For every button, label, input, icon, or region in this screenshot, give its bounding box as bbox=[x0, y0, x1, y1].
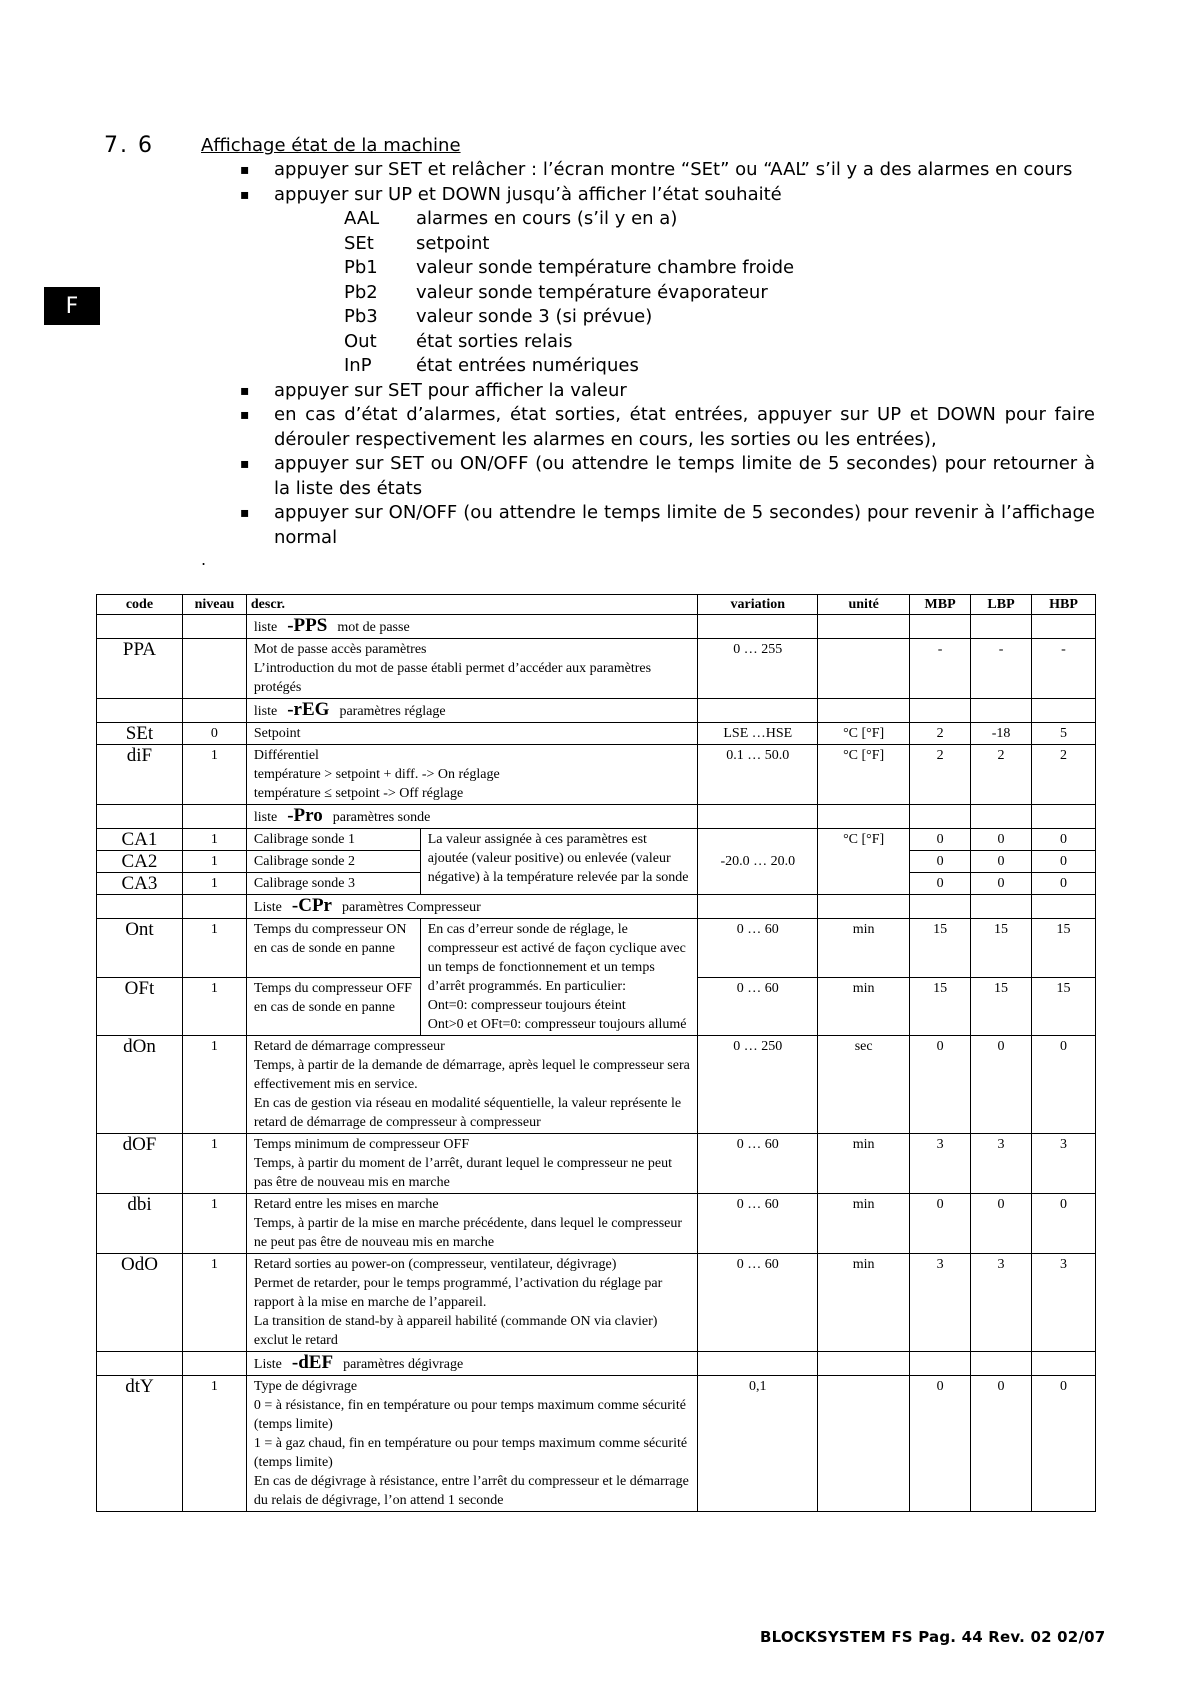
separator-dot: . bbox=[201, 550, 207, 569]
state-item bbox=[344, 232, 1095, 257]
state-desc: setpoint bbox=[416, 232, 490, 254]
list-heading: liste -PPS mot de passe bbox=[246, 615, 697, 639]
state-code: AAL bbox=[344, 208, 380, 229]
page-footer: BLOCKSYSTEM FS Pag. 44 Rev. 02 02/07 bbox=[760, 1628, 1106, 1646]
state-code: Out bbox=[344, 330, 377, 352]
header-descr: descr. bbox=[246, 595, 697, 615]
param-descr: Différentiel température > setpoint + diff. -> On réglage température ≤ setpoint -> Off réglage bbox=[246, 745, 697, 805]
param-code: OdO bbox=[97, 1254, 183, 1352]
param-descr: Calibrage sonde 1 bbox=[246, 829, 420, 851]
param-descr: Retard sorties au power-on (compresseur, ventilateur, dégivrage) Permet de retarder, pour le temps programmé, l’activation du réglage par rapport à la mise en marche de l’appareil. La transition de stand-by à appareil habilité (commande ON via clavier) exclut le retard bbox=[246, 1254, 697, 1352]
param-note: En cas d’erreur sonde de réglage, le compresseur est activé de façon cyclique avec un temps de fonctionnement et un temps d’arrêt programmés. En particulier: Ont=0: compresseur toujours éteint Ont>0 et OFt=0: compresseur toujours allumé bbox=[420, 919, 698, 1036]
param-code: diF bbox=[97, 745, 183, 805]
state-desc: valeur sonde 3 (si prévue) bbox=[416, 306, 653, 327]
param-code: Ont bbox=[97, 919, 183, 978]
state-code: Pb1 bbox=[344, 257, 378, 278]
state-code: SEt bbox=[344, 232, 374, 254]
header-mbp: MBP bbox=[910, 595, 971, 615]
list-heading-row bbox=[97, 1352, 1096, 1376]
table-row: CA2 1 Calibrage sonde 2 0 0 0 bbox=[97, 851, 1096, 873]
param-descr: Retard entre les mises en marche Temps, à partir de la mise en marche précédente, dans lequel le compresseur ne peut pas être de nouveau mis en marche bbox=[246, 1194, 697, 1254]
param-code: dbi bbox=[97, 1194, 183, 1254]
param-code: SEt bbox=[97, 723, 183, 745]
instruction-step: ▪ appuyer sur UP et DOWN jusqu’à afficher l’état souhaité bbox=[240, 183, 1095, 208]
state-desc: valeur sonde température chambre froide bbox=[416, 257, 795, 278]
param-code: dOF bbox=[97, 1134, 183, 1194]
state-desc: valeur sonde température évaporateur bbox=[416, 281, 768, 303]
table-row: diF 1 Différentiel température > setpoint + diff. -> On réglage température ≤ setpoint -> Off réglage 0.1 … 50.0 °C [°F] 2 2 2 bbox=[97, 745, 1096, 805]
state-item bbox=[344, 305, 1095, 330]
state-list bbox=[344, 207, 1095, 379]
state-item bbox=[344, 281, 1095, 306]
param-descr: Retard de démarrage compresseur Temps, à partir de la demande de démarrage, après lequel le compresseur sera effectivement mis en service. En cas de gestion via réseau en modalité séquentielle, la valeur représente le retard de démarrage de compresseur à compresseur bbox=[246, 1036, 697, 1134]
header-niveau: niveau bbox=[182, 595, 246, 615]
list-heading-row bbox=[97, 699, 1096, 723]
param-descr: Type de dégivrage 0 = à résistance, fin en température ou pour temps maximum comme sécurité (temps limite) 1 = à gaz chaud, fin en température ou pour temps maximum comme sécurité (temps limite) En cas de dégivrage à résistance, entre l’arrêt du compresseur et le démarrage du relais de dégivrage, l’on attend 1 seconde bbox=[246, 1376, 697, 1512]
table-row: CA3 1 Calibrage sonde 3 0 0 0 bbox=[97, 873, 1096, 895]
list-heading: liste -rEG paramètres réglage bbox=[246, 699, 697, 723]
state-desc: alarmes en cours (s’il y en a) bbox=[416, 208, 678, 229]
state-item bbox=[344, 354, 1095, 379]
table-row: PPA Mot de passe accès paramètres L’introduction du mot de passe établi permet d’accéder aux paramètres protégés 0 … 255 - - - bbox=[97, 639, 1096, 699]
header-code: code bbox=[97, 595, 183, 615]
state-code: InP bbox=[344, 355, 372, 376]
state-code: Pb3 bbox=[344, 306, 378, 327]
instruction-step: ▪ en cas d’état d’alarmes, état sorties, état entrées, appuyer sur UP et DOWN pour faire dérouler respectivement les alarmes en cours, les sorties ou les entrées), bbox=[240, 403, 1095, 452]
table-row: SEt 0 Setpoint LSE …HSE °C [°F] 2 -18 5 bbox=[97, 723, 1096, 745]
param-code: PPA bbox=[97, 639, 183, 699]
param-descr: Calibrage sonde 3 bbox=[246, 873, 420, 895]
section-number: 7. 6 bbox=[104, 133, 154, 158]
state-code: Pb2 bbox=[344, 281, 378, 303]
param-descr: Temps du compresseur ON en cas de sonde en panne bbox=[246, 919, 420, 978]
header-unite: unité bbox=[818, 595, 910, 615]
state-desc: état entrées numériques bbox=[416, 355, 639, 376]
list-heading: Liste -dEF paramètres dégivrage bbox=[246, 1352, 697, 1376]
parameter-table bbox=[96, 594, 1096, 1512]
list-heading-row bbox=[97, 805, 1096, 829]
param-descr: Mot de passe accès paramètres L’introduction du mot de passe établi permet d’accéder aux paramètres protégés bbox=[246, 639, 697, 699]
table-row: OdO 1 Retard sorties au power-on (compresseur, ventilateur, dégivrage) Permet de retarder, pour le temps programmé, l’activation du réglage par rapport à la mise en marche de l’appareil. La transition de stand-by à appareil habilité (commande ON via clavier) exclut le retard 0 … 60 min 3 3 3 bbox=[97, 1254, 1096, 1352]
table-row: CA1 1 Calibrage sonde 1 La valeur assignée à ces paramètres est ajoutée (valeur positive) ou enlevée (valeur négative) à la température relevée par la sonde -20.0 … 20.0 °C [°F] 0 0 0 bbox=[97, 829, 1096, 851]
param-note: La valeur assignée à ces paramètres est ajoutée (valeur positive) ou enlevée (valeur négative) à la température relevée par la sonde bbox=[420, 829, 698, 895]
param-code: CA1 bbox=[97, 829, 183, 851]
table-row: dOn 1 Retard de démarrage compresseur Temps, à partir de la demande de démarrage, après lequel le compresseur sera effectivement mis en service. En cas de gestion via réseau en modalité séquentielle, la valeur représente le retard de démarrage de compresseur à compresseur 0 … 250 sec 0 0 0 bbox=[97, 1036, 1096, 1134]
param-code: dtY bbox=[97, 1376, 183, 1512]
instructions bbox=[240, 158, 1095, 550]
param-code: dOn bbox=[97, 1036, 183, 1134]
list-heading: liste -Pro paramètres sonde bbox=[246, 805, 697, 829]
table-row: dbi 1 Retard entre les mises en marche Temps, à partir de la mise en marche précédente, dans lequel le compresseur ne peut pas être de nouveau mis en marche 0 … 60 min 0 0 0 bbox=[97, 1194, 1096, 1254]
table-row: Ont 1 Temps du compresseur ON en cas de sonde en panne En cas d’erreur sonde de réglage, le compresseur est activé de façon cyclique avec un temps de fonctionnement et un temps d’arrêt programmés. En particulier: Ont=0: compresseur toujours éteint Ont>0 et OFt=0: compresseur toujours allumé 0 … 60 min 15 15 15 bbox=[97, 919, 1096, 978]
param-descr: Calibrage sonde 2 bbox=[246, 851, 420, 873]
table-row: dOF 1 Temps minimum de compresseur OFF Temps, à partir du moment de l’arrêt, durant lequel le compresseur ne peut pas être de nouveau mis en marche 0 … 60 min 3 3 3 bbox=[97, 1134, 1096, 1194]
header-variation: variation bbox=[698, 595, 818, 615]
state-item bbox=[344, 256, 1095, 281]
instruction-step: ▪ appuyer sur ON/OFF (ou attendre le temps limite de 5 secondes) pour revenir à l’affichage normal bbox=[240, 501, 1095, 550]
header-hbp: HBP bbox=[1032, 595, 1096, 615]
param-code: CA3 bbox=[97, 873, 183, 895]
table-row: dtY 1 Type de dégivrage 0 = à résistance, fin en température ou pour temps maximum comme sécurité (temps limite) 1 = à gaz chaud, fin en température ou pour temps maximum comme sécurité (temps limite) En cas de dégivrage à résistance, entre l’arrêt du compresseur et le démarrage du relais de dégivrage, l’on attend 1 seconde 0,1 0 0 0 bbox=[97, 1376, 1096, 1512]
instruction-step: ▪ appuyer sur SET et relâcher : l’écran montre “SEt” ou “AAL” s’il y a des alarmes en cours bbox=[240, 158, 1095, 183]
list-heading: Liste -CPr paramètres Compresseur bbox=[246, 895, 697, 919]
state-desc: état sorties relais bbox=[416, 330, 573, 352]
section-title: Affichage état de la machine bbox=[201, 135, 461, 156]
list-heading-row bbox=[97, 895, 1096, 919]
table-row: OFt 1 Temps du compresseur OFF en cas de sonde en panne 0 … 60 min 15 15 15 bbox=[97, 977, 1096, 1036]
state-item bbox=[344, 207, 1095, 232]
param-code: OFt bbox=[97, 977, 183, 1036]
param-descr: Temps du compresseur OFF en cas de sonde en panne bbox=[246, 977, 420, 1036]
param-code: CA2 bbox=[97, 851, 183, 873]
table-header-row bbox=[97, 595, 1096, 615]
list-heading-row bbox=[97, 615, 1096, 639]
header-lbp: LBP bbox=[971, 595, 1032, 615]
param-descr: Temps minimum de compresseur OFF Temps, à partir du moment de l’arrêt, durant lequel le compresseur ne peut pas être de nouveau mis en marche bbox=[246, 1134, 697, 1194]
language-tab: F bbox=[44, 287, 100, 325]
param-descr: Setpoint bbox=[246, 723, 697, 745]
instruction-step: ▪ appuyer sur SET pour afficher la valeur bbox=[240, 379, 1095, 404]
instruction-step: ▪ appuyer sur SET ou ON/OFF (ou attendre le temps limite de 5 secondes) pour retourner à la liste des états bbox=[240, 452, 1095, 501]
state-item bbox=[344, 330, 1095, 355]
